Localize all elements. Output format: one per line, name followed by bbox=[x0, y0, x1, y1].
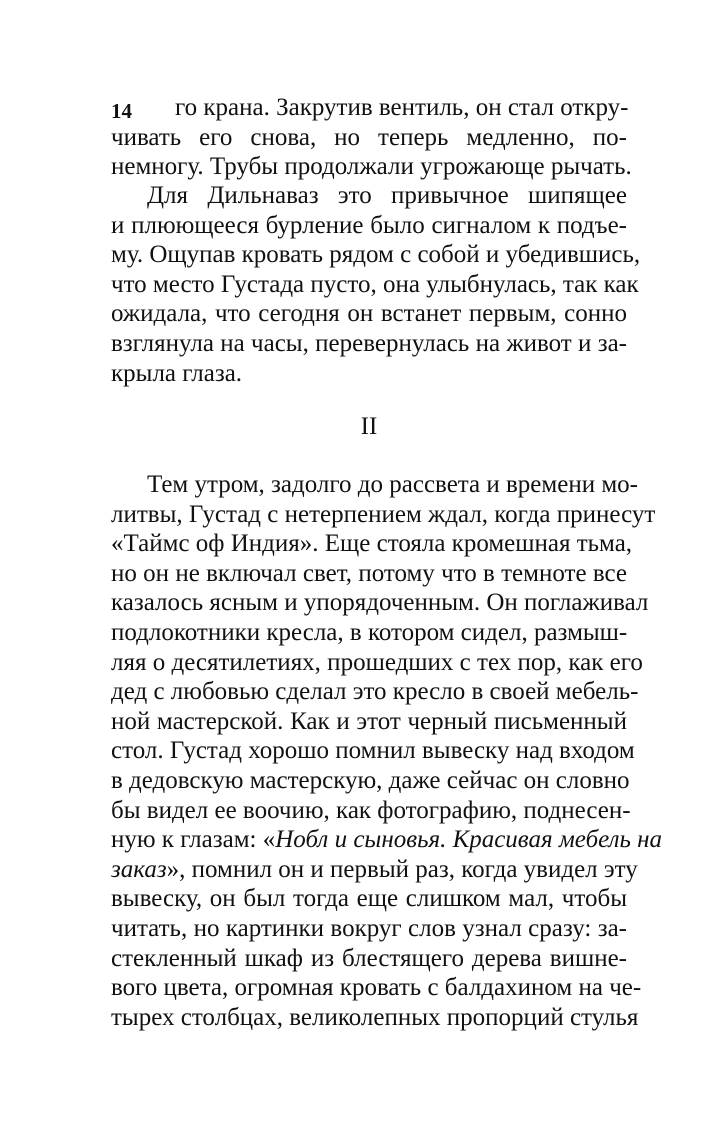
text-line: вывеску, он был тогда еще слишком мал, чтобы bbox=[111, 885, 627, 913]
text-span: ную к глазам: « bbox=[111, 826, 276, 854]
section-heading: II bbox=[360, 413, 378, 440]
italic-sign-text: заказ bbox=[111, 855, 167, 883]
text-line: бы видел ее воочию, как фотографию, поднесен- bbox=[111, 796, 631, 824]
text-line: стол. Густад хорошо помнил вывеску над входом bbox=[111, 737, 635, 765]
text-line-with-italic bbox=[111, 825, 663, 855]
text-line: но он не включал свет, потому что в темноте все bbox=[111, 559, 627, 587]
text-line: подлокотники кресла, в котором сидел, размыш- bbox=[111, 618, 628, 646]
text-line: крыла глаза. bbox=[111, 359, 243, 387]
text-line: ляя о десятилетиях, прошедших с тех пор, как его bbox=[111, 648, 643, 676]
text-line: взглянула на часы, перевернулась на живот и за- bbox=[111, 329, 627, 357]
text-line: ной мастерской. Как и этот черный письменный bbox=[111, 707, 627, 735]
text-line: в дедовскую мастерскую, даже сейчас он словно bbox=[111, 766, 630, 794]
text-line: Для Дильнаваз это привычное шипящее bbox=[147, 182, 627, 209]
text-line: и плюющееся бурление было сигналом к подъе- bbox=[111, 211, 627, 239]
text-line-with-italic bbox=[111, 855, 638, 885]
text-span: », помнил он и первый раз, когда увидел эту bbox=[166, 855, 638, 883]
text-line: «Таймс оф Индия». Еще стояла кромешная тьма, bbox=[111, 530, 633, 558]
page-number: 14 bbox=[111, 99, 132, 123]
text-line: Тем утром, задолго до рассвета и времени мо- bbox=[147, 471, 638, 498]
text-line: го крана. Закрутив вентиль, он стал откру- bbox=[175, 94, 629, 121]
text-line: читать, но картинки вокруг слов узнал сразу: за- bbox=[111, 914, 627, 942]
text-line: казалось ясным и упорядоченным. Он поглаживал bbox=[111, 589, 649, 617]
text-line: стекленный шкаф из блестящего дерева вишне- bbox=[111, 944, 627, 972]
italic-sign-text: Нобл и сыновья. Красивая мебель на bbox=[275, 826, 663, 854]
text-line: литвы, Густад с нетерпением ждал, когда принесут bbox=[111, 500, 656, 528]
paragraph bbox=[111, 181, 641, 388]
text-line: дед с любовью сделал это кресло в своей мебель- bbox=[111, 678, 639, 706]
text-line: что место Густада пусто, она улыбнулась, так как bbox=[111, 270, 639, 298]
text-line: немногу. Трубы продолжали угрожающе рычать. bbox=[111, 153, 632, 181]
text-line: ожидала, что сегодня он встанет первым, сонно bbox=[111, 300, 627, 328]
paragraph-continued bbox=[111, 93, 632, 182]
text-line: тырех столбцах, великолепных пропорций стулья bbox=[111, 1003, 639, 1031]
text-line: вого цвета, огромная кровать с балдахином на че- bbox=[111, 974, 642, 1002]
text-line: чивать его снова, но теперь медленно, по- bbox=[111, 123, 627, 151]
text-line: му. Ощупав кровать рядом с собой и убедившись, bbox=[111, 241, 641, 269]
paragraph bbox=[111, 470, 663, 1032]
